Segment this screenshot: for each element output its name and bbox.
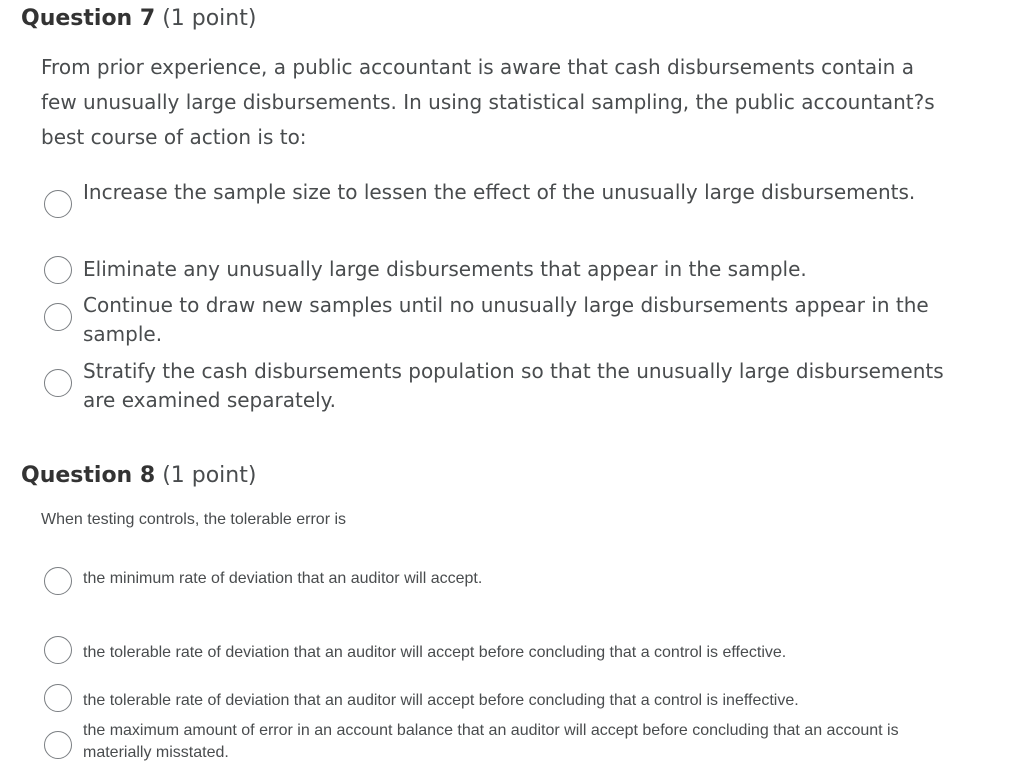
q7-choice-4[interactable]: [44, 357, 984, 417]
q8-choice-2-label[interactable]: the tolerable rate of deviation that an auditor will accept before concluding that a control is effective.: [83, 644, 787, 661]
question-7-header: [21, 5, 256, 33]
q7-choice-1-label[interactable]: Increase the sample size to lessen the effect of the unusually large disbursements.: [83, 180, 916, 204]
q7-choice-2[interactable]: [44, 255, 984, 287]
question-8-points: (1 point): [162, 463, 257, 488]
q7-choice-4-radio[interactable]: [44, 369, 72, 397]
q8-choice-1-radio[interactable]: [44, 567, 72, 595]
q7-choice-2-radio[interactable]: [44, 256, 72, 284]
q7-choice-1-radio[interactable]: [44, 190, 72, 218]
q7-choice-3[interactable]: [44, 291, 984, 351]
q8-choice-1-label[interactable]: the minimum rate of deviation that an auditor will accept.: [83, 570, 483, 587]
q7-choice-1[interactable]: [44, 178, 984, 238]
question-8-title: Question 8: [21, 463, 156, 488]
question-7-title: Question 7: [21, 6, 156, 31]
q8-choice-4-radio[interactable]: [44, 731, 72, 759]
q8-choice-3[interactable]: [44, 690, 984, 716]
q8-choice-1[interactable]: [44, 568, 984, 594]
q7-choice-4-label[interactable]: Stratify the cash disbursements population so that the unusually large disbursements are examined separately.: [83, 359, 944, 412]
q8-choice-2[interactable]: [44, 642, 984, 668]
q8-choice-3-label[interactable]: the tolerable rate of deviation that an auditor will accept before concluding that a control is ineffective.: [83, 692, 799, 709]
q7-choice-2-label[interactable]: Eliminate any unusually large disbursements that appear in the sample.: [83, 257, 807, 281]
q8-choice-4[interactable]: [44, 720, 984, 766]
q8-choice-2-radio[interactable]: [44, 636, 72, 664]
q8-choice-4-label[interactable]: the maximum amount of error in an account balance that an auditor will accept before concluding that an account is materially misstated.: [83, 722, 899, 761]
question-8-header: [21, 462, 256, 490]
question-8-prompt: When testing controls, the tolerable error is: [41, 511, 347, 528]
q7-choice-3-radio[interactable]: [44, 303, 72, 331]
q8-choice-3-radio[interactable]: [44, 684, 72, 712]
question-7-prompt: From prior experience, a public accountant is aware that cash disbursements contain a few unusually large disbursements. In using statistical sampling, the public accountant?s best course of action is to:: [41, 55, 935, 149]
question-7-points: (1 point): [162, 6, 257, 31]
q7-choice-3-label[interactable]: Continue to draw new samples until no unusually large disbursements appear in the sample.: [83, 293, 929, 346]
